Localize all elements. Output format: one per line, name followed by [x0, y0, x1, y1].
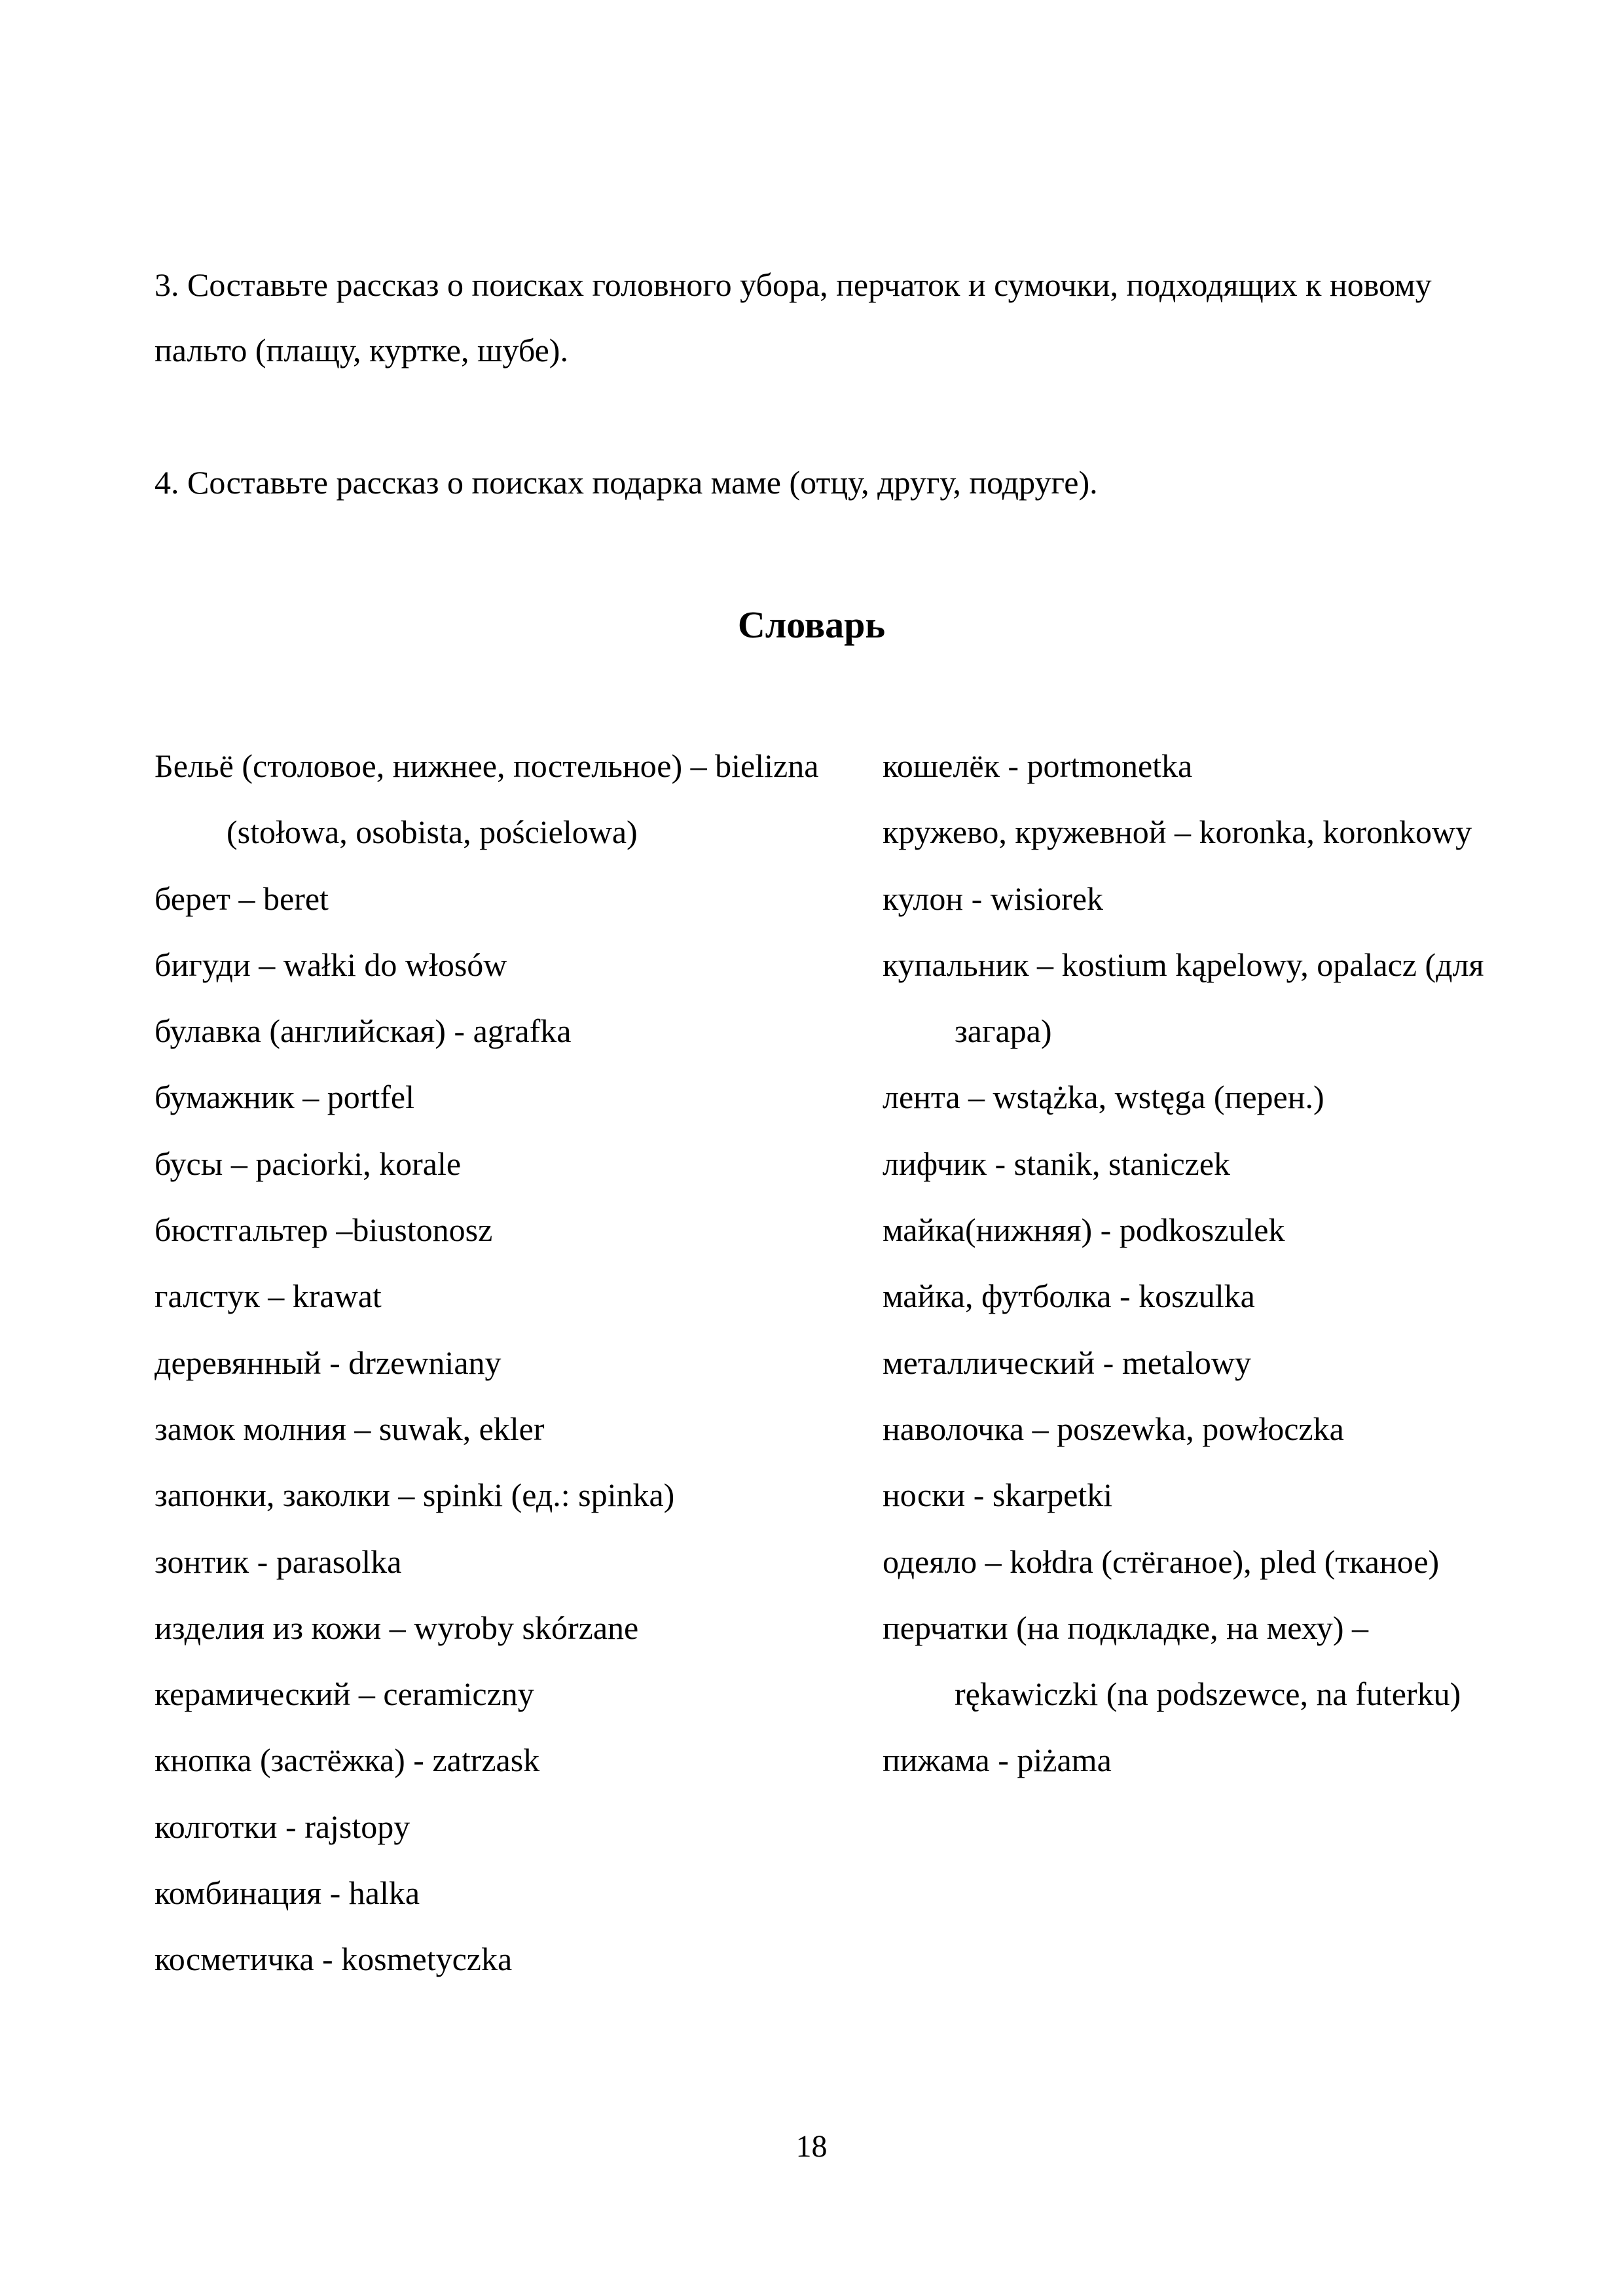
dictionary-entry: лента – wstążka, wstęga (перен.) — [883, 1079, 1324, 1116]
dictionary-entry: лифчик - stanik, staniczek — [883, 1145, 1231, 1182]
dictionary-entry: косметичка - kosmetyczka — [155, 1941, 513, 1978]
task-3-text: 3. Составьте рассказ о поисках головного убора, перчаток и сумочки, подходящих к новому пальто (плащу, куртке, шубе). — [155, 266, 1432, 368]
task-4-text: 4. Составьте рассказ о поисках подарка маме (отцу, другу, подруге). — [155, 464, 1098, 501]
page-number: 18 — [795, 2129, 828, 2164]
dictionary-entry: кнопка (застёжка) - zatrzask — [155, 1742, 540, 1779]
dictionary-entry: берет – beret — [155, 880, 329, 917]
dictionary-entry: купальник – kostium kąpelowy, opalacz (для загара) — [883, 946, 1484, 1050]
dictionary-entry: булавка (английская) - agrafka — [155, 1013, 572, 1050]
dictionary-left-column — [155, 733, 848, 1993]
dictionary-entry: замок молния – suwak, ekler — [155, 1410, 545, 1447]
dictionary-entry: зонтик - parasolka — [155, 1543, 402, 1580]
dictionary-entry: галстук – krawat — [155, 1278, 382, 1315]
dictionary-entry: бюстгальтер –biustonosz — [155, 1211, 493, 1249]
dictionary-entry: носки - skarpetki — [883, 1477, 1113, 1514]
dictionary-entry: перчатки (на подкладке, на меху) – rękawiczki (na podszewce, na futerku) — [883, 1609, 1461, 1713]
dictionary-entry: одеяло – kołdra (стёганое), pled (тканое) — [883, 1543, 1440, 1580]
dictionary-entry: деревянный - drzewniany — [155, 1344, 501, 1381]
dictionary-entry: кошелёк - portmonetka — [883, 747, 1193, 784]
dictionary-entry: кружево, кружевной – koronka, koronkowy — [883, 814, 1472, 851]
dictionary-entry: изделия из кожи – wyroby skórzane — [155, 1609, 639, 1646]
dictionary-entry: Бельё (столовое, нижнее, постельное) – bielizna (stołowa, osobista, pościelowa) — [155, 747, 819, 851]
dictionary-entry: кулон - wisiorek — [883, 880, 1103, 917]
dictionary-entry: пижама - piżama — [883, 1742, 1112, 1779]
dictionary-entry: запонки, заколки – spinki (ед.: spinka) — [155, 1477, 675, 1514]
dictionary-title: Словарь — [737, 603, 886, 646]
dictionary-entry: колготки - rajstopy — [155, 1808, 410, 1845]
dictionary-entry: майка, футболка - koszulka — [883, 1278, 1255, 1315]
dictionary-entry: комбинация - halka — [155, 1874, 420, 1912]
dictionary-right-column — [883, 733, 1491, 1794]
dictionary-entry: майка(нижняя) - podkoszulek — [883, 1211, 1285, 1249]
dictionary-entry: бигуди – wałki do włosów — [155, 946, 507, 983]
dictionary-entry: керамический – ceramiczny — [155, 1676, 534, 1713]
dictionary-entry: бусы – paciorki, korale — [155, 1145, 462, 1182]
dictionary-entry: наволочка – poszewka, powłoczka — [883, 1410, 1344, 1447]
dictionary-entry: бумажник – portfel — [155, 1079, 414, 1116]
dictionary-entry: металлический - metalowy — [883, 1344, 1251, 1381]
